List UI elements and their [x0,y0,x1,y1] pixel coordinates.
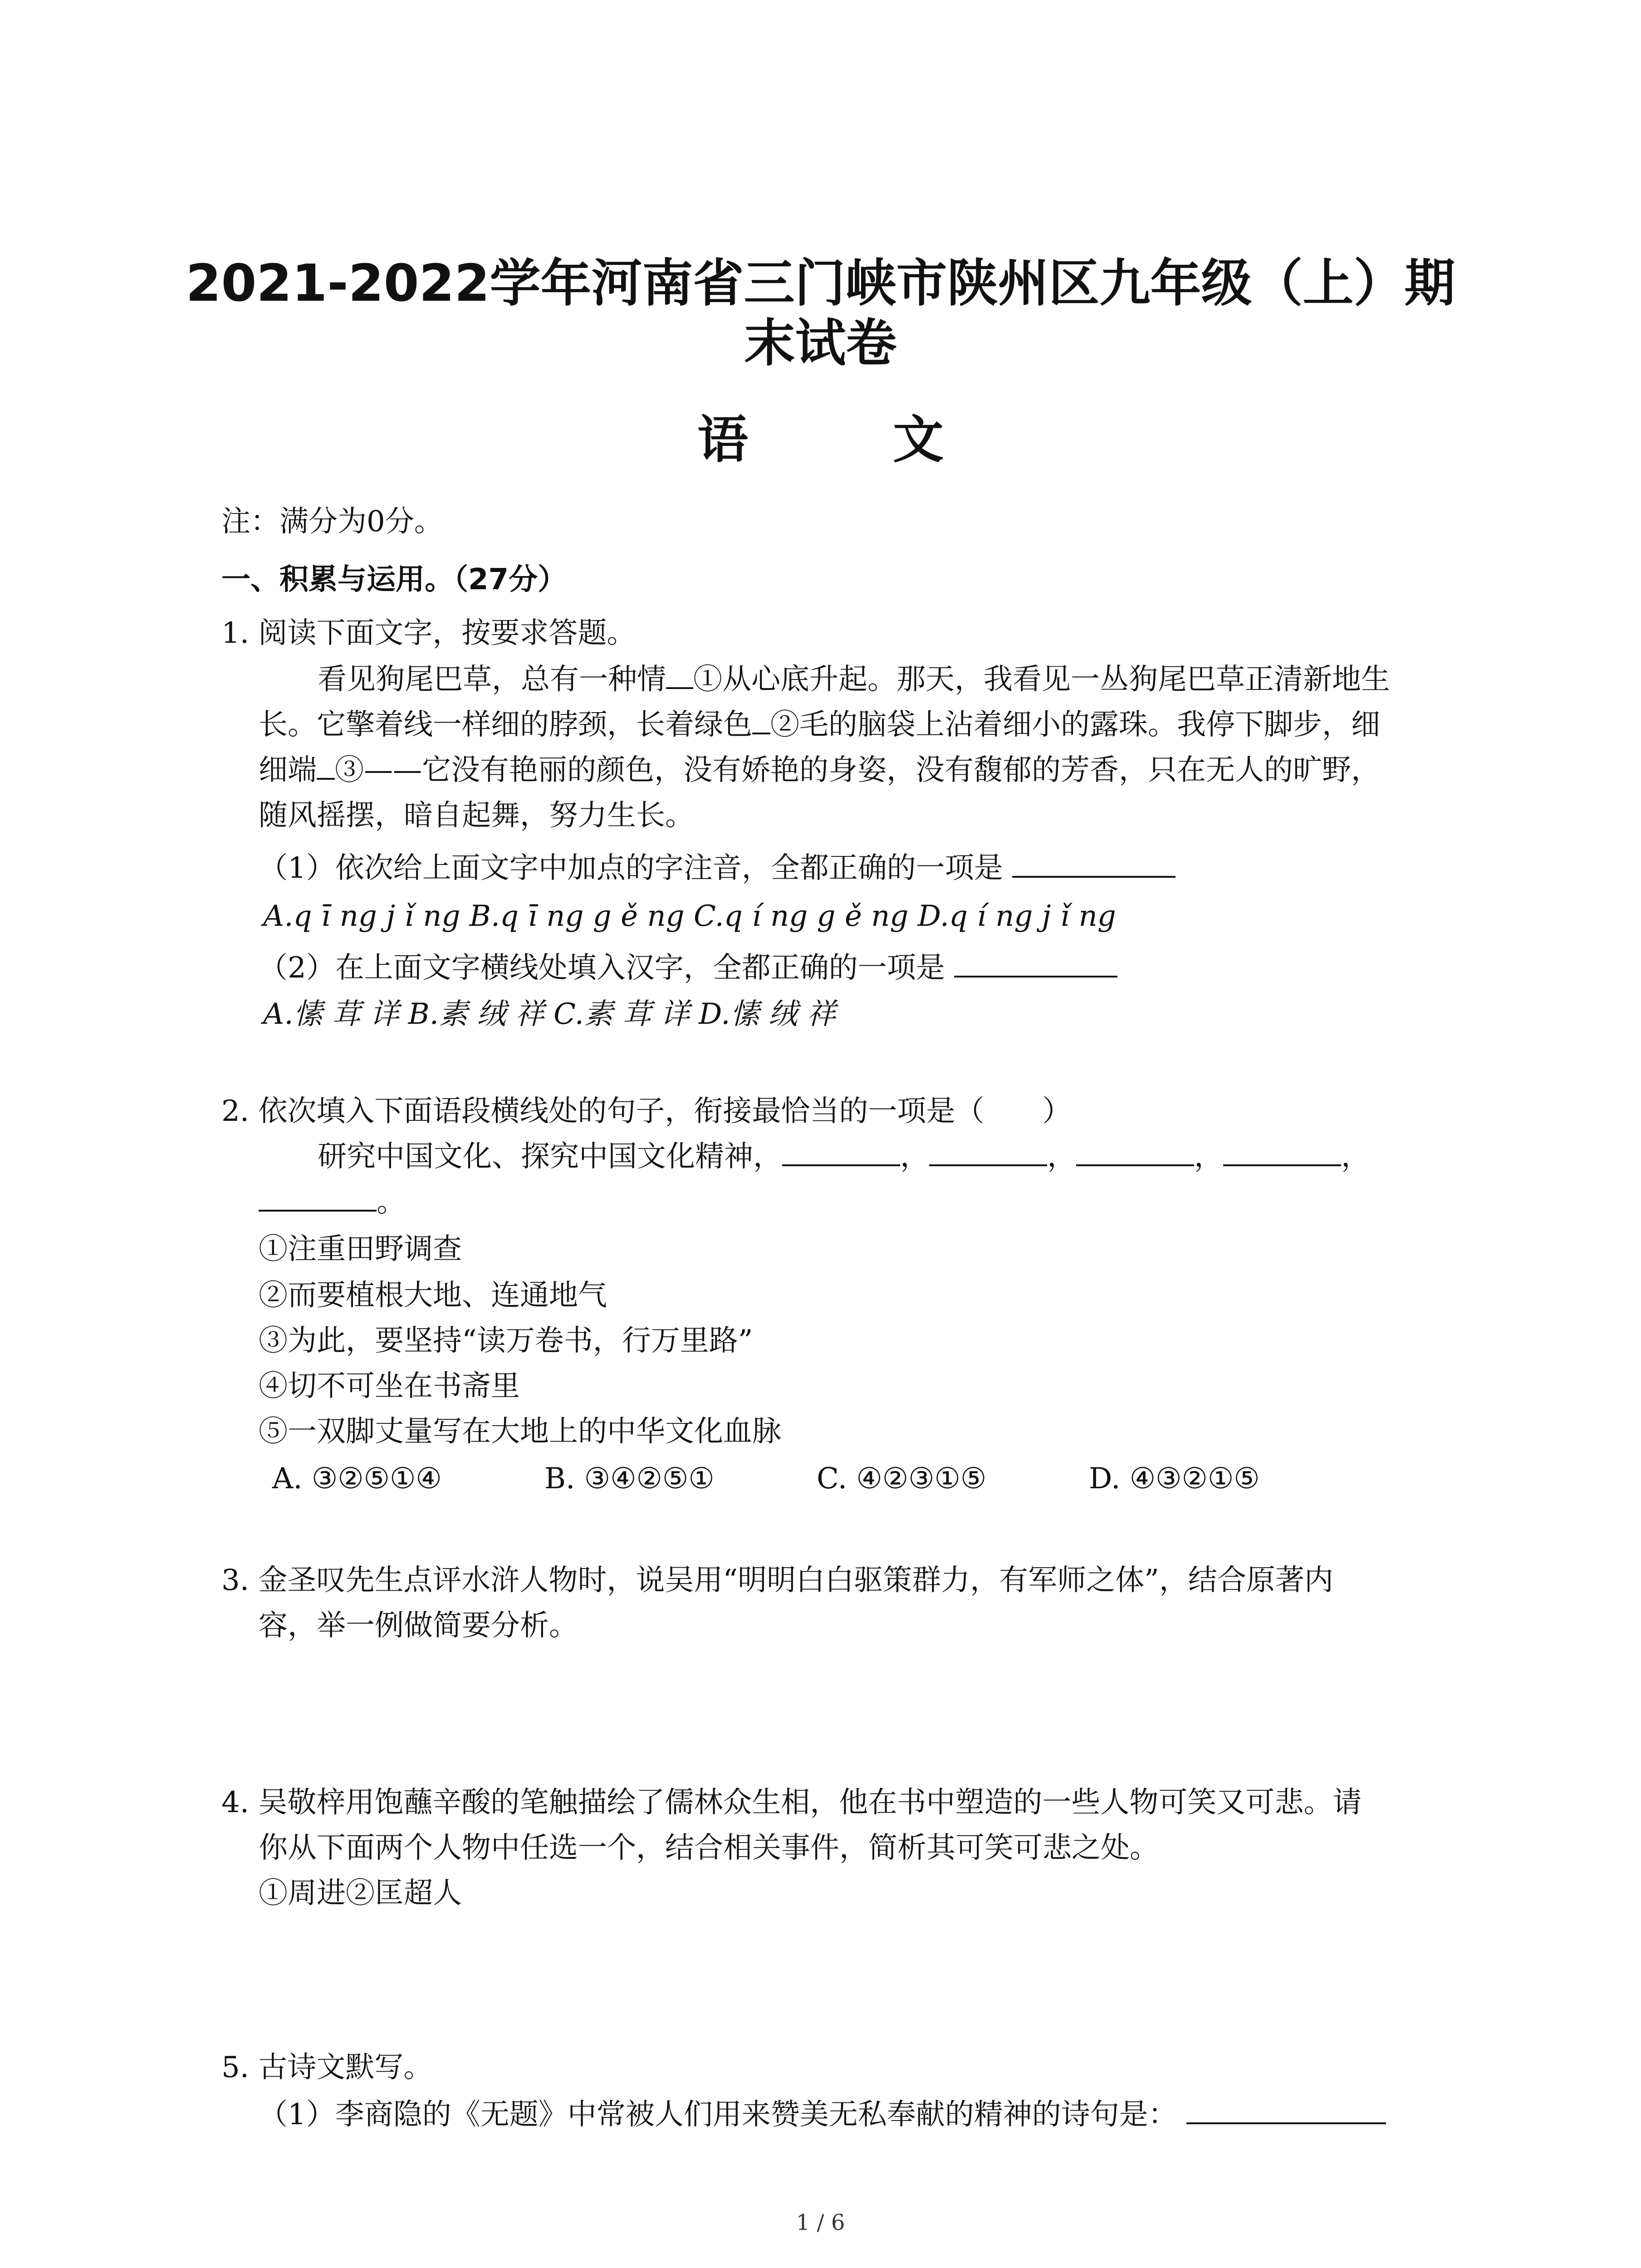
q1-text: 长。它擎着线一样细的脖颈，长着绿色 [259,708,752,742]
q1-sub2-text: （2）在上面文字横线处填入汉字，全都正确的一项是 [259,951,945,985]
q2-sep: ， [1194,1140,1223,1173]
blank-1 [666,659,693,689]
q2-last-blank-line [259,1179,406,1225]
q2-end: 。 [377,1185,406,1219]
blank-3 [317,750,335,780]
q1-text: ②毛的脑袋上沾着细小的露珠。我停下脚步，细 [770,708,1380,742]
q2-blank [1076,1136,1194,1166]
q1-sub2 [259,945,1117,991]
q4-line3: ①周进②匡超人 [259,1877,462,1910]
page-number: 1 / 6 [796,2210,845,2235]
q2-option-c: C. ④②③①⑤ [817,1462,987,1496]
section-heading: 一、积累与运用。（27分） [221,563,567,596]
q1-text: 细端 [259,753,317,787]
q2-sep: ， [1341,1140,1370,1173]
q2-option-a: A. ③②⑤①④ [272,1462,442,1496]
q2-option-b: B. ③④②⑤① [544,1462,715,1496]
q2-item: ④切不可坐在书斋里 [259,1369,520,1403]
q3-line2: 容，举一例做简要分析。 [259,1609,578,1642]
q2-blank [1223,1136,1341,1166]
q1-passage-line4: 随风摇摆，暗自起舞，努力生长。 [259,799,694,832]
q1-text: ①从心底升起。那天，我看见一丛狗尾巴草正清新地生 [693,663,1390,696]
q2-item: ⑤一双脚丈量写在大地上的中华文化血脉 [259,1415,781,1448]
q1-sub1 [259,846,1176,891]
q2-lead: 研究中国文化、探究中国文化精神， [318,1140,782,1173]
q5-sub1-text: （1）李商隐的《无题》中常被人们用来赞美无私奉献的精神的诗句是： [259,2098,1177,2131]
score-note: 注：满分为0分。 [221,505,443,538]
q2-sep: ， [1047,1140,1076,1173]
q1-passage-line3 [259,748,1380,793]
q1-passage-line2 [259,702,1380,748]
q2-blank [259,1182,377,1212]
subject-heading: 语 文 [697,411,1007,469]
q2-option-d: D. ④③②①⑤ [1089,1462,1260,1496]
q1-passage-line1 [318,657,1390,702]
q1-text: 看见狗尾巴草，总有一种情 [318,663,666,696]
q5-sub1 [259,2092,1386,2137]
q5-stem: 5. 古诗文默写。 [221,2051,433,2084]
q3-line1: 3. 金圣叹先生点评水浒人物时，说吴用“明明白白驱策群力，有军师之体”，结合原著内 [221,1564,1333,1597]
answer-blank[interactable] [954,948,1117,978]
q2-item: ③为此，要坚持“读万卷书，行万里路” [259,1324,753,1358]
q2-blank [929,1136,1047,1166]
q2-lead-line [318,1134,1370,1179]
exam-title-line2: 末试卷 [744,314,897,373]
q2-item: ②而要植根大地、连通地气 [259,1279,607,1312]
q2-stem: 2. 依次填入下面语段横线处的句子，衔接最恰当的一项是（ ） [221,1095,1072,1128]
q4-line2: 你从下面两个人物中任选一个，结合相关事件，简析其可笑可悲之处。 [259,1831,1159,1865]
blank-2 [752,704,770,734]
q1-sub1-text: （1）依次给上面文字中加点的字注音，全都正确的一项是 [259,851,1003,885]
exam-title-line1: 2021-2022学年河南省三门峡市陕州区九年级（上）期 [186,254,1455,313]
q2-sep: ， [900,1140,929,1173]
q2-blank [782,1136,900,1166]
q2-item: ①注重田野调查 [259,1232,462,1266]
q4-line1: 4. 吴敬梓用饱蘸辛酸的笔触描绘了儒林众生相，他在书中塑造的一些人物可笑又可悲。请 [221,1786,1362,1819]
q1-text: ③——它没有艳丽的颜色，没有娇艳的身姿，没有馥郁的芳香，只在无人的旷野， [335,753,1380,787]
q1-stem: 1. 阅读下面文字，按要求答题。 [221,616,636,650]
q1-sub1-options: A.q ī ng j ǐ ng B.q ī ng g ě ng C.q í ng g ě ng D.q í ng j ǐ ng [263,899,1116,933]
answer-blank[interactable] [1186,2094,1386,2124]
q1-sub2-options: A.愫 茸 详 B.素 绒 祥 C.素 茸 详 D.愫 绒 祥 [263,997,836,1031]
answer-blank[interactable] [1012,848,1176,878]
